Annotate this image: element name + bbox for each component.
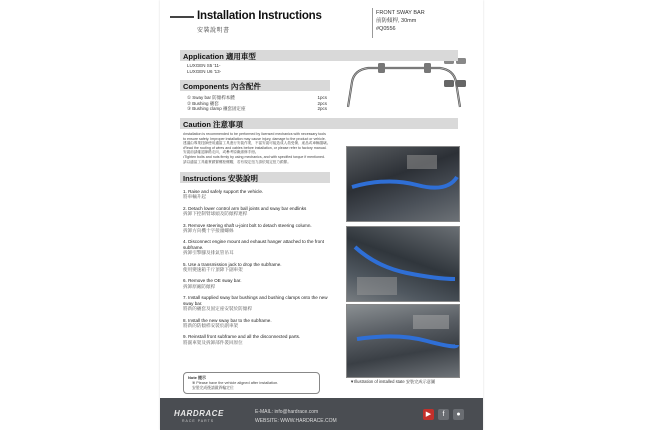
instruction-step: 2. Detach lower control arm ball joints and sway bar endlinks 拆卸下控制臂球頭及防傾桿連桿 xyxy=(183,205,307,217)
header-divider xyxy=(372,8,373,38)
model-item: LUXGEN S5 '11- xyxy=(187,63,221,68)
installation-photo xyxy=(346,146,460,222)
component-row: ③ Bushing clamp 襯套固定座 2pcs xyxy=(187,106,327,111)
instruction-step: 7. Install supplied sway bar bushings and bushing clamps onto the new sway bar. 將新的襯套及固定座安裝於防傾桿 xyxy=(183,295,328,312)
footer xyxy=(160,398,483,430)
instruction-step: 9. Reinstall front subframe and all the disconnected parts. 將副車架及拆卸部件裝回原位 xyxy=(183,334,301,345)
email-link[interactable]: E-MAIL: info@hardrace.com xyxy=(255,409,319,415)
application-models xyxy=(187,63,221,74)
component-row: ② Bushing 襯套 2pcs xyxy=(187,100,327,106)
product-number: #Q0556 xyxy=(376,26,396,32)
instruction-step: 6. Remove the OE sway bar. 拆卸原廠防傾桿 xyxy=(183,278,242,289)
website-link[interactable]: WEBSITE: WWW.HARDRACE.COM xyxy=(255,418,337,424)
caution-text: •Installation is recommended to be performed by licensed mechanics with necessary tools to ensure safety. Improper installation may cause injury, damage to the product or vehicle. 建議由專業技師使用適當工具進行安裝作業，不當安裝可能造成人員受傷、產品或車輛損壞。 •Read the routing of wires and cables before installation, or please refer to factory manual. 安裝前請確認線路走向，或參考原廠維修手冊。 •Tighten bolts and nuts firmly by using mechanics, and with specified torque if mentioned. 請以適當工具確實鎖緊螺栓螺帽，若有規定扭力請依規定扭力鎖緊。 xyxy=(183,132,331,164)
components-heading: Components 內含配件 xyxy=(180,80,330,91)
brand-tagline: RACE PARTS xyxy=(182,419,215,423)
instruction-step: 4. Disconnect engine mount and exhaust hanger attached to the front subframe. 拆卸引擎腳及排氣管吊耳 xyxy=(183,239,324,256)
header-accent-bar xyxy=(170,16,194,18)
installation-photo xyxy=(346,226,460,302)
facebook-icon[interactable]: f xyxy=(438,409,449,420)
instruction-step: 3. Remove steering shaft u-joint bolt to detach steering column. 拆卸方向機十字接頭螺絲 xyxy=(183,222,312,234)
instruction-steps xyxy=(183,189,333,351)
sway-bar-illustration xyxy=(340,52,470,122)
page-title: Installation Instructions xyxy=(197,10,322,22)
instruction-step: 1. Raise and safely support the vehicle. 將車輛升起 xyxy=(183,189,264,200)
product-info xyxy=(376,9,425,33)
instruction-sheet xyxy=(160,0,483,430)
wechat-icon[interactable]: ● xyxy=(453,409,464,420)
components-list xyxy=(187,95,327,112)
product-name: FRONT SWAY BAR xyxy=(376,10,425,16)
model-item: LUXGEN U6 '13- xyxy=(187,68,222,74)
brand-logo: HARDRACE xyxy=(174,409,224,418)
youtube-icon[interactable]: ▶ xyxy=(423,409,434,420)
note-box xyxy=(183,372,320,394)
instructions-heading: Instructions 安裝說明 xyxy=(180,172,330,183)
installation-photo xyxy=(346,304,460,378)
application-heading: Application 適用車型 xyxy=(180,50,458,61)
contact-info xyxy=(255,408,337,426)
caution-heading: Caution 注意事項 xyxy=(180,118,458,129)
note-title: Note 提示 xyxy=(188,375,206,380)
photo-caption: ▼Illustration of installed state 安裝完成示意圖 xyxy=(350,379,436,384)
note-body: ※ Please have the vehicle aligned after installation. 安裝完成後請做四輪定位 xyxy=(192,381,279,390)
instruction-step: 8. Install the new sway bar to the subframe. 將新的防傾桿安裝於副車架 xyxy=(183,317,272,328)
component-row: ① Sway bar 防傾桿本體 1pcs xyxy=(187,95,327,100)
page-title-zh: 安裝說明書 xyxy=(197,28,230,34)
product-name-zh: 前防傾桿, 30mm xyxy=(376,18,417,24)
instruction-step: 5. Use a transmission jack to drop the subframe. 使用變速箱千斤頂降下副車架 xyxy=(183,261,282,273)
